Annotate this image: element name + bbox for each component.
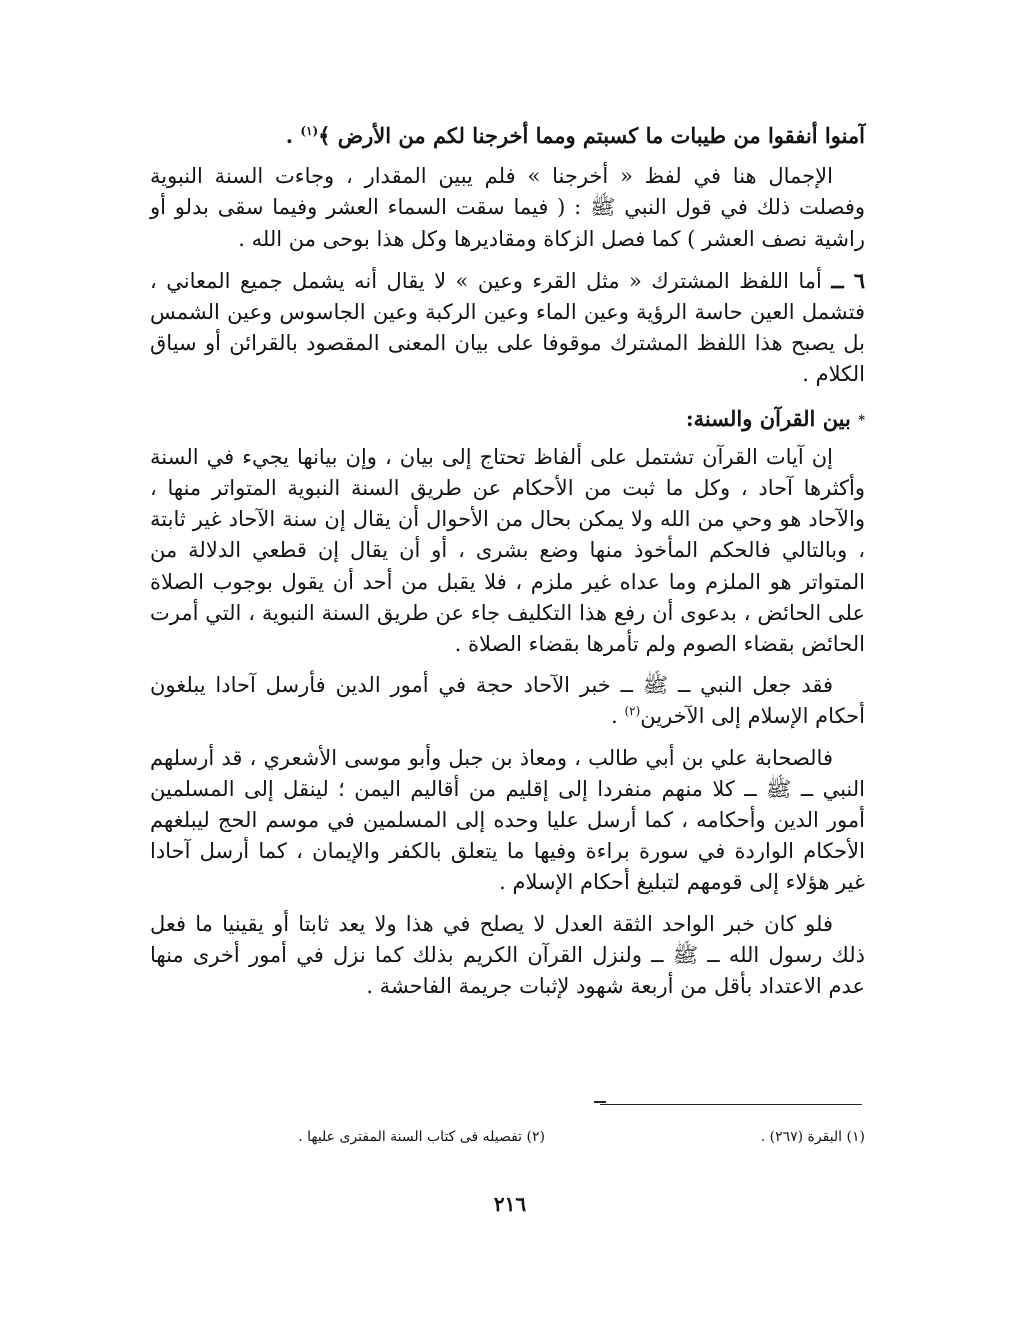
paragraph-mushtarak bbox=[150, 265, 865, 391]
heading-asterisk: * bbox=[858, 412, 865, 428]
paragraph-mushtarak-text: أما اللفظ المشترك « مثل القرء وعين » لا يقال أنه يشمل جميع المعاني ، فتشمل العين حاسة الرؤية وعين الماء وعين الركبة وعين الجاسوس وعين الشمس بل يصبح هذا اللفظ المشترك موقوفا على بيان المعنى المقصود بالقرائن أو سياق الكلام . bbox=[150, 268, 865, 387]
paragraph-ayat: إن آيات القرآن تشتمل على ألفاظ تحتاج إلى بيان ، وإن بيانها يجيء في السنة وأكثرها آحاد ، وكل ما ثبت من الأحكام عن طريق السنة النبوية المتواتر منها ، والآحاد هو وحي من الله ولا يمكن بحال من الأحوال أن يقال إن سنة الآحاد غير ثابتة ، وبالتالي فالحكم المأخوذ منها وضع بشرى ، أو أن يقال إن قطعي الدلالة من المتواتر هو الملزم وما عداه غير ملزم ، فلا يقبل من أحد أن يقول بوجوب الصلاة على الحائض ، بدعوى أن رفع هذا التكليف جاء عن طريق السنة النبوية ، التي أمرت الحائض بقضاء الصوم ولم تأمرها بقضاء الصلاة . bbox=[150, 444, 865, 656]
section-heading-text: بين القرآن والسنة: bbox=[685, 405, 851, 431]
paragraph-ijmal: الإجمال هنا في لفظ « أخرجنا » فلم يبين المقدار ، وجاءت السنة النبوية وفصلت ذلك في قول النبي ﷺ : ( فيما سقت السماء العشر وفيما سقى بدلو أو راشية نصف العشر ) كما فصل الزكاة ومقاديرها وكل هذا بوحى من الله . bbox=[150, 164, 865, 251]
paragraph-sahaba: فالصحابة علي بن أبي طالب ، ومعاذ بن جبل وأبو موسى الأشعري ، قد أرسلهم النبي ــ ﷺ ــ كلا منهم منفردا إلى إقليم من أقاليم اليمن ؛ لينقل إلى المسلمين أمور الدين وأحكامه ، كما أرسل عليا وحده إلى المسلمين في موسم الحج ليبلغهم الأحكام الواردة في سورة براءة وفيها ما يتعلق بالكفر والإيمان ، كما أرسل آحادا غير هؤلاء إلى قومهم لتبليغ أحكام الإسلام . bbox=[150, 745, 865, 895]
item-number: ٦ ــ bbox=[831, 267, 865, 293]
paragraph-ahad bbox=[150, 670, 865, 732]
footnote-1: (١) البقرة (٢٦٧) . bbox=[760, 1129, 865, 1145]
section-heading bbox=[150, 403, 865, 436]
paragraph-ahad-end: . bbox=[611, 704, 625, 729]
verse-line bbox=[150, 120, 865, 151]
verse-text: آمنوا أنفقوا من طيبات ما كسبتم ومما أخرجنا لكم من الأرض ﴾ bbox=[318, 123, 865, 148]
footnote-separator bbox=[600, 1104, 862, 1105]
verse-footnote-ref: (١) bbox=[300, 124, 319, 138]
page-body bbox=[150, 120, 865, 1002]
verse-end: . bbox=[285, 123, 301, 148]
footnote-ref-2: (٢) bbox=[624, 704, 641, 719]
paragraph-ahad-text: فقد جعل النبي ــ ﷺ ــ خبر الآحاد حجة في أمور الدين فأرسل آحادا يبلغون أحكام الإسلام إلى الآخرين bbox=[150, 673, 865, 729]
page-number: ٢١٦ bbox=[493, 1192, 527, 1216]
footnote-2: (٢) تفصيله فى كتاب السنة المفترى عليها . bbox=[298, 1129, 545, 1145]
footnote-separator-tick bbox=[594, 1101, 606, 1103]
paragraph-khabar: فلو كان خبر الواحد الثقة العدل لا يصلح في هذا ولا يعد ثابتا أو يقينيا ما فعل ذلك رسول الله ــ ﷺ ــ ولنزل القرآن الكريم بذلك كما نزل في أمور أخرى منها عدم الاعتداد بأقل من أربعة شهود لإثبات جريمة الفاحشة . bbox=[150, 911, 865, 998]
